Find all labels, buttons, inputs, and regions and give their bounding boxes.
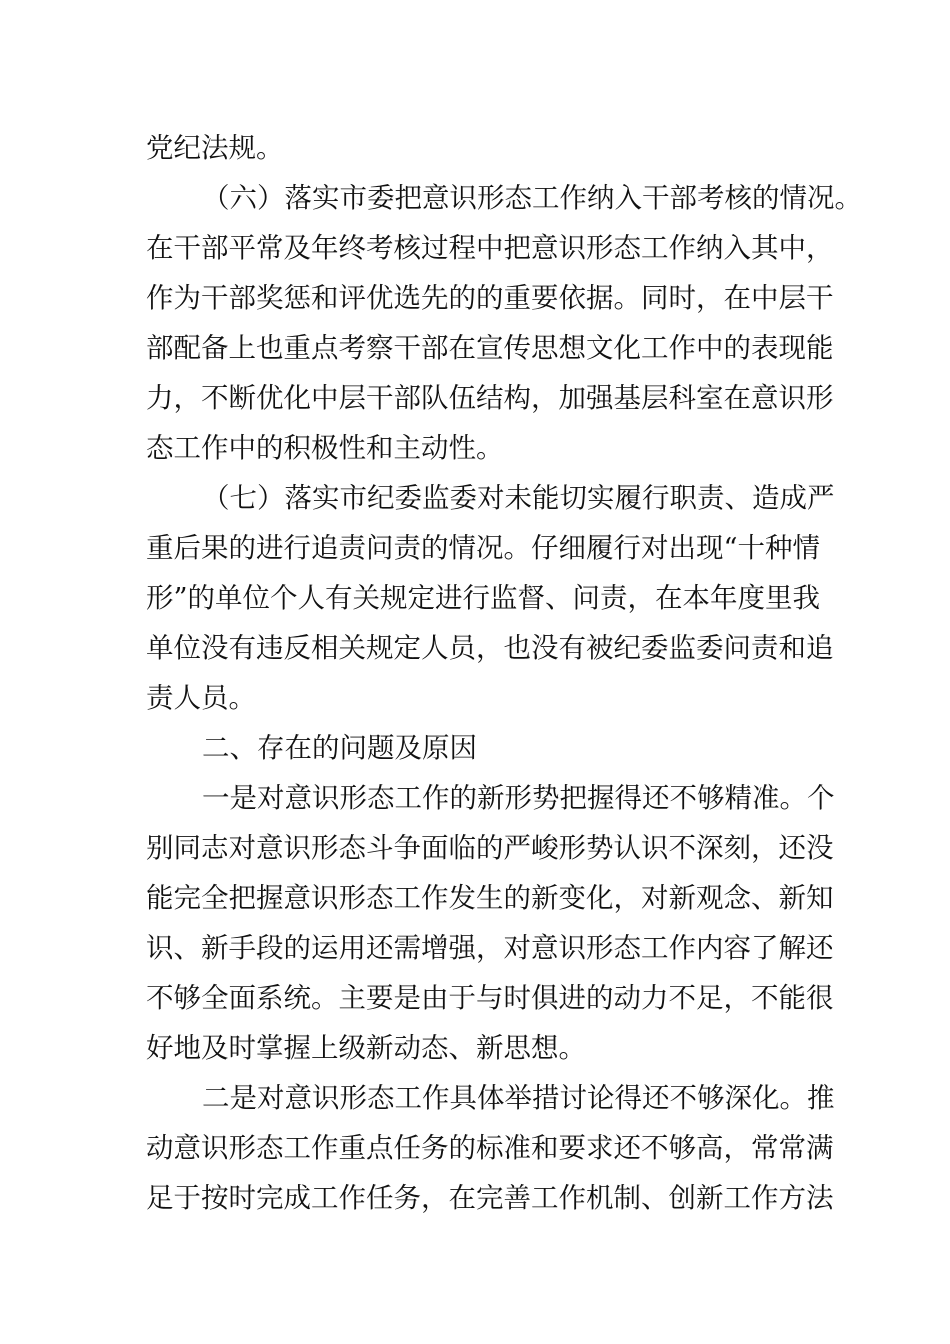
text-line: 部配备上也重点考察干部在宣传思想文化工作中的表现能 xyxy=(146,332,834,364)
text-line: 单位没有违反相关规定人员，也没有被纪委监委问责和追 xyxy=(146,632,834,664)
text-line: 作为干部奖惩和评优选先的的重要依据。同时，在中层干 xyxy=(146,282,834,314)
text-line: 力，不断优化中层干部队伍结构，加强基层科室在意识形 xyxy=(146,382,834,414)
text-line: 责人员。 xyxy=(146,682,256,714)
text-line: 足于按时完成工作任务，在完善工作机制、创新工作方法 xyxy=(146,1182,834,1214)
text-line: 好地及时掌握上级新动态、新思想。 xyxy=(146,1032,586,1064)
text-line: 动意识形态工作重点任务的标准和要求还不够高，常常满 xyxy=(146,1132,834,1164)
text-line: 党纪法规。 xyxy=(146,132,284,164)
paragraph-start: 二是对意识形态工作具体举措讨论得还不够深化。推 xyxy=(202,1082,835,1114)
text-line: 在干部平常及年终考核过程中把意识形态工作纳入其中， xyxy=(146,232,834,264)
text-line: 不够全面系统。主要是由于与时俱进的动力不足，不能很 xyxy=(146,982,834,1014)
section-heading-6: （六）落实市委把意识形态工作纳入干部考核的情况。 xyxy=(202,182,862,214)
paragraph-start: 一是对意识形态工作的新形势把握得还不够精准。个 xyxy=(202,782,835,814)
text-line: 能完全把握意识形态工作发生的新变化，对新观念、新知 xyxy=(146,882,834,914)
text-line: 重后果的进行追责问责的情况。仔细履行对出现“十种情 xyxy=(146,532,821,564)
text-line: 识、新手段的运用还需增强，对意识形态工作内容了解还 xyxy=(146,932,834,964)
text-line: 形”的单位个人有关规定进行监督、问责，在本年度里我 xyxy=(146,582,821,614)
section-heading-7: （七）落实市纪委监委对未能切实履行职责、造成严 xyxy=(202,482,835,514)
section-title: 二、存在的问题及原因 xyxy=(202,732,477,764)
text-line: 别同志对意识形态斗争面临的严峻形势认识不深刻，还没 xyxy=(146,832,834,864)
text-line: 态工作中的积极性和主动性。 xyxy=(146,432,504,464)
